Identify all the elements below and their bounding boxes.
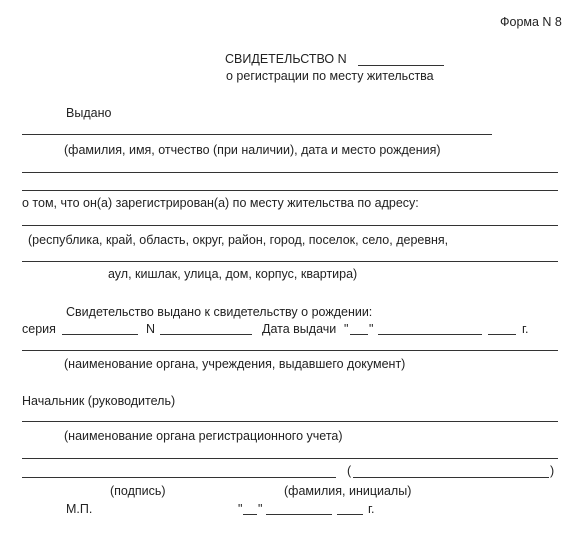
sign-year-abbr: г. [368, 502, 375, 516]
certificate-subtitle: о регистрации по месту жительства [226, 69, 434, 83]
seal-label: М.П. [66, 502, 93, 516]
person-details-field-2[interactable] [22, 190, 558, 191]
name-paren-open: ( [347, 464, 352, 478]
series-field[interactable] [62, 334, 138, 335]
issue-year-abbr: г. [522, 322, 529, 336]
address-field-2[interactable] [22, 261, 558, 262]
address-caption-line2: аул, кишлак, улица, дом, корпус, квартира) [108, 267, 358, 281]
series-label: серия [22, 322, 56, 336]
issue-date-label: Дата выдачи [262, 322, 337, 336]
issued-based-on: Свидетельство выдано к свидетельству о рождении: [66, 305, 373, 319]
person-name-field[interactable] [22, 134, 492, 135]
name-paren-close: ) [550, 464, 555, 478]
person-caption: (фамилия, имя, отчество (при наличии), дата и место рождения) [64, 143, 441, 157]
issue-date-quote-open: " [344, 322, 349, 336]
issuing-body-field[interactable] [22, 350, 558, 351]
address-caption-line1: (республика, край, область, округ, район, город, поселок, село, деревня, [28, 233, 449, 247]
sign-day-field[interactable] [243, 514, 257, 515]
sign-date-quote-close: " [258, 502, 263, 516]
issue-year-field[interactable] [488, 334, 516, 335]
person-details-field-1[interactable] [22, 172, 558, 173]
registration-body-caption: (наименование органа регистрационного учета) [64, 429, 343, 443]
registered-statement: о том, что он(а) зарегистрирован(а) по месту жительства по адресу: [22, 196, 419, 210]
signature-field[interactable] [22, 477, 336, 478]
number-field[interactable] [160, 334, 252, 335]
address-field-1[interactable] [22, 225, 558, 226]
number-label: N [146, 322, 156, 336]
sign-year-field[interactable] [337, 514, 363, 515]
issuing-body-caption: (наименование органа, учреждения, выдавшего документ) [64, 357, 406, 371]
name-initials-caption: (фамилия, инициалы) [284, 484, 412, 498]
registration-body-field-2[interactable] [22, 458, 558, 459]
issue-date-quote-close: " [369, 322, 374, 336]
signature-caption: (подпись) [110, 484, 166, 498]
issue-day-field[interactable] [350, 334, 368, 335]
registration-body-field[interactable] [22, 421, 558, 422]
form-number: Форма N 8 [500, 15, 562, 29]
issue-month-field[interactable] [378, 334, 482, 335]
name-initials-field[interactable] [353, 477, 549, 478]
head-label: Начальник (руководитель) [22, 394, 176, 408]
sign-month-field[interactable] [266, 514, 332, 515]
issued-to-label: Выдано [66, 106, 112, 120]
certificate-title: СВИДЕТЕЛЬСТВО N [225, 52, 347, 66]
sign-date-quote-open: " [238, 502, 243, 516]
certificate-number-field[interactable] [358, 65, 444, 66]
